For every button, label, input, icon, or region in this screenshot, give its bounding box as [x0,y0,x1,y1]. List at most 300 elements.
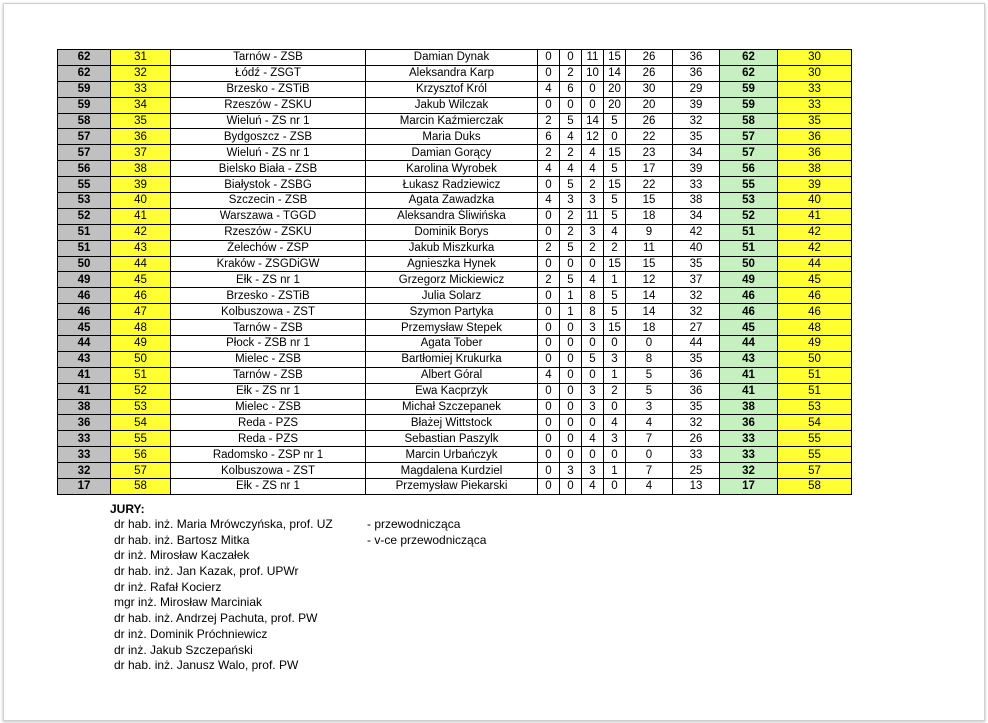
participant-name-cell: Jakub Wilczak [366,97,538,113]
table-row [58,193,852,209]
final-rank-cell: 46 [778,288,852,304]
school-cell: Bielsko Biała - ZSB [171,161,366,177]
task2-points-cell: 5 [560,177,582,193]
score-cell: 51 [58,224,111,240]
part-sum-cell: 7 [626,463,673,479]
task3-points-cell: 0 [582,256,604,272]
place-cell: 46 [111,288,171,304]
jury-member-role: - przewodnicząca [367,517,461,531]
participant-name-cell: Michał Szczepanek [366,399,538,415]
final-score-cell: 52 [720,208,778,224]
task1-points-cell: 2 [538,240,560,256]
jury-member-name: dr hab. inż. Jan Kazak, prof. UPWr [114,564,299,579]
part-total-cell: 32 [673,288,720,304]
score-cell: 17 [58,479,111,495]
final-score-cell: 62 [720,65,778,81]
score-cell: 33 [58,431,111,447]
task3-points-cell: 3 [582,399,604,415]
task1-points-cell: 0 [538,320,560,336]
part-sum-cell: 4 [626,415,673,431]
score-cell: 46 [58,288,111,304]
part-sum-cell: 18 [626,208,673,224]
place-cell: 47 [111,304,171,320]
task2-points-cell: 0 [560,336,582,352]
jury-member-name: dr inż. Rafał Kocierz [114,579,222,594]
table-row [58,431,852,447]
participant-name-cell: Agnieszka Hynek [366,256,538,272]
final-rank-cell: 53 [778,399,852,415]
participant-name-cell: Sebastian Paszylk [366,431,538,447]
part-total-cell: 39 [673,97,720,113]
school-cell: Łódź - ZSGT [171,65,366,81]
table-row [58,224,852,240]
task2-points-cell: 0 [560,399,582,415]
task2-points-cell: 0 [560,447,582,463]
jury-member [114,564,333,580]
task3-points-cell: 5 [582,351,604,367]
table-row [58,447,852,463]
part-total-cell: 36 [673,383,720,399]
task1-points-cell: 2 [538,145,560,161]
task1-points-cell: 2 [538,272,560,288]
school-cell: Kolbuszowa - ZST [171,304,366,320]
score-cell: 59 [58,81,111,97]
task2-points-cell: 0 [560,383,582,399]
final-score-cell: 33 [720,431,778,447]
task2-points-cell: 1 [560,288,582,304]
school-cell: Płock - ZSB nr 1 [171,336,366,352]
task1-points-cell: 4 [538,81,560,97]
school-cell: Szczecin - ZSB [171,193,366,209]
part-total-cell: 36 [673,65,720,81]
task2-points-cell: 5 [560,272,582,288]
task3-points-cell: 11 [582,50,604,66]
score-cell: 51 [58,240,111,256]
score-cell: 44 [58,336,111,352]
score-cell: 62 [58,50,111,66]
school-cell: Tarnów - ZSB [171,320,366,336]
part-sum-cell: 14 [626,288,673,304]
participant-name-cell: Łukasz Radziewicz [366,177,538,193]
final-score-cell: 32 [720,463,778,479]
score-cell: 38 [58,399,111,415]
task1-points-cell: 0 [538,415,560,431]
jury-member-name: dr inż. Mirosław Kaczałek [114,548,250,563]
table-row [58,50,852,66]
participant-name-cell: Damian Dynak [366,50,538,66]
part-sum-cell: 5 [626,367,673,383]
task1-points-cell: 0 [538,351,560,367]
task4-points-cell: 0 [604,447,626,463]
final-score-cell: 33 [720,447,778,463]
place-cell: 53 [111,399,171,415]
place-cell: 54 [111,415,171,431]
score-cell: 56 [58,161,111,177]
task4-points-cell: 5 [604,208,626,224]
task3-points-cell: 4 [582,145,604,161]
score-cell: 50 [58,256,111,272]
task3-points-cell: 14 [582,113,604,129]
school-cell: Białystok - ZSBG [171,177,366,193]
place-cell: 32 [111,65,171,81]
school-cell: Rzeszów - ZSKU [171,224,366,240]
final-score-cell: 36 [720,415,778,431]
task1-points-cell: 0 [538,256,560,272]
participant-name-cell: Albert Góral [366,367,538,383]
place-cell: 42 [111,224,171,240]
task1-points-cell: 0 [538,224,560,240]
part-total-cell: 36 [673,50,720,66]
part-total-cell: 32 [673,113,720,129]
final-rank-cell: 30 [778,65,852,81]
score-cell: 33 [58,447,111,463]
task2-points-cell: 5 [560,240,582,256]
part-total-cell: 32 [673,304,720,320]
task1-points-cell: 0 [538,304,560,320]
school-cell: Ełk - ZS nr 1 [171,383,366,399]
task4-points-cell: 15 [604,256,626,272]
part-total-cell: 35 [673,256,720,272]
table-row [58,415,852,431]
jury-member-name: dr hab. inż. Bartosz Mitka [114,532,250,547]
participant-name-cell: Maria Duks [366,129,538,145]
jury-member-role: - v-ce przewodnicząca [367,532,487,547]
participant-name-cell: Marcin Kaźmierczak [366,113,538,129]
task1-points-cell: 6 [538,129,560,145]
final-score-cell: 50 [720,256,778,272]
part-total-cell: 37 [673,272,720,288]
place-cell: 49 [111,336,171,352]
part-total-cell: 40 [673,240,720,256]
final-rank-cell: 51 [778,367,852,383]
final-score-cell: 57 [720,145,778,161]
jury-member-name: dr inż. Jakub Szczepański [114,642,253,657]
part-sum-cell: 9 [626,224,673,240]
task3-points-cell: 11 [582,208,604,224]
place-cell: 34 [111,97,171,113]
final-rank-cell: 45 [778,272,852,288]
task4-points-cell: 4 [604,224,626,240]
task1-points-cell: 0 [538,399,560,415]
final-score-cell: 59 [720,97,778,113]
jury-member-name: dr hab. inż. Andrzej Pachuta, prof. PW [114,611,318,626]
final-rank-cell: 54 [778,415,852,431]
place-cell: 58 [111,479,171,495]
part-total-cell: 34 [673,145,720,161]
task4-points-cell: 5 [604,304,626,320]
task2-points-cell: 4 [560,161,582,177]
table-row [58,161,852,177]
part-total-cell: 35 [673,129,720,145]
task3-points-cell: 3 [582,224,604,240]
score-cell: 52 [58,208,111,224]
participant-name-cell: Aleksandra Karp [366,65,538,81]
place-cell: 44 [111,256,171,272]
jury-title: JURY: [110,502,145,516]
score-cell: 55 [58,177,111,193]
part-sum-cell: 0 [626,336,673,352]
task4-points-cell: 20 [604,81,626,97]
task2-points-cell: 6 [560,81,582,97]
table-row [58,256,852,272]
task2-points-cell: 0 [560,97,582,113]
task1-points-cell: 0 [538,463,560,479]
task1-points-cell: 4 [538,161,560,177]
task1-points-cell: 0 [538,288,560,304]
task1-points-cell: 0 [538,447,560,463]
school-cell: Ełk - ZS nr 1 [171,272,366,288]
score-cell: 49 [58,272,111,288]
task3-points-cell: 2 [582,177,604,193]
task4-points-cell: 15 [604,145,626,161]
task4-points-cell: 3 [604,431,626,447]
final-score-cell: 45 [720,320,778,336]
final-score-cell: 58 [720,113,778,129]
school-cell: Wieluń - ZS nr 1 [171,145,366,161]
part-total-cell: 29 [673,81,720,97]
score-cell: 59 [58,97,111,113]
task4-points-cell: 0 [604,479,626,495]
task4-points-cell: 1 [604,367,626,383]
task4-points-cell: 1 [604,272,626,288]
table-row [58,240,852,256]
final-rank-cell: 41 [778,208,852,224]
task1-points-cell: 0 [538,479,560,495]
final-score-cell: 46 [720,288,778,304]
score-cell: 41 [58,367,111,383]
final-rank-cell: 44 [778,256,852,272]
place-cell: 37 [111,145,171,161]
part-total-cell: 32 [673,415,720,431]
part-total-cell: 34 [673,208,720,224]
final-rank-cell: 42 [778,240,852,256]
final-score-cell: 46 [720,304,778,320]
final-score-cell: 49 [720,272,778,288]
table-row [58,336,852,352]
part-total-cell: 25 [673,463,720,479]
task1-points-cell: 0 [538,50,560,66]
final-rank-cell: 39 [778,177,852,193]
school-cell: Radomsko - ZSP nr 1 [171,447,366,463]
school-cell: Rzeszów - ZSKU [171,97,366,113]
table-row [58,383,852,399]
participant-name-cell: Jakub Miszkurka [366,240,538,256]
task3-points-cell: 4 [582,161,604,177]
task2-points-cell: 2 [560,65,582,81]
place-cell: 56 [111,447,171,463]
score-cell: 32 [58,463,111,479]
task3-points-cell: 4 [582,431,604,447]
table-row [58,177,852,193]
jury-member-name: dr hab. inż. Maria Mrówczyńska, prof. UZ [114,517,333,531]
place-cell: 38 [111,161,171,177]
jury-member [114,658,333,674]
task4-points-cell: 2 [604,383,626,399]
jury-member [114,611,333,627]
score-cell: 53 [58,193,111,209]
participant-name-cell: Przemysław Stepek [366,320,538,336]
place-cell: 36 [111,129,171,145]
jury-member-name: dr inż. Dominik Próchniewicz [114,626,268,641]
final-rank-cell: 49 [778,336,852,352]
task3-points-cell: 0 [582,415,604,431]
place-cell: 45 [111,272,171,288]
task2-points-cell: 0 [560,256,582,272]
task4-points-cell: 15 [604,320,626,336]
participant-name-cell: Julia Solarz [366,288,538,304]
final-score-cell: 43 [720,351,778,367]
part-sum-cell: 23 [626,145,673,161]
school-cell: Mielec - ZSB [171,399,366,415]
task4-points-cell: 14 [604,65,626,81]
participant-name-cell: Magdalena Kurdziel [366,463,538,479]
task2-points-cell: 0 [560,50,582,66]
place-cell: 48 [111,320,171,336]
participant-name-cell: Agata Zawadzka [366,193,538,209]
part-total-cell: 44 [673,336,720,352]
table-row [58,97,852,113]
table-row [58,272,852,288]
task4-points-cell: 5 [604,161,626,177]
place-cell: 52 [111,383,171,399]
task3-points-cell: 0 [582,97,604,113]
task3-points-cell: 0 [582,81,604,97]
school-cell: Brzesko - ZSTiB [171,288,366,304]
task3-points-cell: 2 [582,240,604,256]
jury-member [114,643,333,659]
school-cell: Ełk - ZS nr 1 [171,479,366,495]
part-sum-cell: 3 [626,399,673,415]
part-sum-cell: 15 [626,256,673,272]
place-cell: 39 [111,177,171,193]
final-rank-cell: 30 [778,50,852,66]
task1-points-cell: 0 [538,208,560,224]
task4-points-cell: 5 [604,113,626,129]
task2-points-cell: 5 [560,113,582,129]
table-row [58,288,852,304]
final-rank-cell: 36 [778,129,852,145]
task2-points-cell: 0 [560,415,582,431]
task4-points-cell: 0 [604,129,626,145]
results-table [57,49,852,495]
final-score-cell: 51 [720,240,778,256]
final-score-cell: 57 [720,129,778,145]
score-cell: 57 [58,145,111,161]
part-sum-cell: 5 [626,383,673,399]
task3-points-cell: 8 [582,304,604,320]
task3-points-cell: 10 [582,65,604,81]
part-sum-cell: 12 [626,272,673,288]
table-row [58,65,852,81]
final-rank-cell: 57 [778,463,852,479]
participant-name-cell: Grzegorz Mickiewicz [366,272,538,288]
participant-name-cell: Marcin Urbańczyk [366,447,538,463]
task2-points-cell: 1 [560,304,582,320]
participant-name-cell: Damian Gorący [366,145,538,161]
part-sum-cell: 26 [626,50,673,66]
task2-points-cell: 0 [560,351,582,367]
final-score-cell: 41 [720,367,778,383]
place-cell: 43 [111,240,171,256]
task4-points-cell: 5 [604,288,626,304]
task3-points-cell: 3 [582,463,604,479]
jury-list [114,517,487,674]
place-cell: 40 [111,193,171,209]
part-sum-cell: 8 [626,351,673,367]
task2-points-cell: 0 [560,479,582,495]
part-sum-cell: 15 [626,193,673,209]
part-total-cell: 26 [673,431,720,447]
task4-points-cell: 0 [604,399,626,415]
task4-points-cell: 15 [604,177,626,193]
final-score-cell: 44 [720,336,778,352]
part-total-cell: 13 [673,479,720,495]
participant-name-cell: Krzysztof Król [366,81,538,97]
task3-points-cell: 8 [582,288,604,304]
task1-points-cell: 4 [538,367,560,383]
school-cell: Mielec - ZSB [171,351,366,367]
task3-points-cell: 3 [582,193,604,209]
participant-name-cell: Agata Tober [366,336,538,352]
task4-points-cell: 20 [604,97,626,113]
task1-points-cell: 0 [538,383,560,399]
final-score-cell: 38 [720,399,778,415]
part-sum-cell: 17 [626,161,673,177]
task1-points-cell: 0 [538,431,560,447]
score-cell: 57 [58,129,111,145]
score-cell: 58 [58,113,111,129]
school-cell: Reda - PZS [171,431,366,447]
task2-points-cell: 2 [560,208,582,224]
participant-name-cell: Szymon Partyka [366,304,538,320]
place-cell: 31 [111,50,171,66]
jury-section [110,501,487,674]
final-score-cell: 51 [720,224,778,240]
part-total-cell: 33 [673,177,720,193]
part-sum-cell: 30 [626,81,673,97]
part-total-cell: 39 [673,161,720,177]
part-total-cell: 36 [673,367,720,383]
final-rank-cell: 48 [778,320,852,336]
task3-points-cell: 4 [582,479,604,495]
part-total-cell: 35 [673,399,720,415]
jury-member [114,532,487,549]
final-rank-cell: 40 [778,193,852,209]
school-cell: Reda - PZS [171,415,366,431]
score-cell: 36 [58,415,111,431]
task2-points-cell: 4 [560,129,582,145]
table-row [58,145,852,161]
task1-points-cell: 2 [538,113,560,129]
task3-points-cell: 3 [582,320,604,336]
part-total-cell: 33 [673,447,720,463]
place-cell: 33 [111,81,171,97]
table-row [58,367,852,383]
final-rank-cell: 33 [778,97,852,113]
part-sum-cell: 26 [626,65,673,81]
task1-points-cell: 0 [538,97,560,113]
final-score-cell: 55 [720,177,778,193]
table-row [58,351,852,367]
part-total-cell: 42 [673,224,720,240]
final-rank-cell: 55 [778,447,852,463]
jury-member [114,627,333,643]
place-cell: 55 [111,431,171,447]
task2-points-cell: 2 [560,145,582,161]
final-rank-cell: 51 [778,383,852,399]
table-row [58,463,852,479]
task3-points-cell: 4 [582,272,604,288]
